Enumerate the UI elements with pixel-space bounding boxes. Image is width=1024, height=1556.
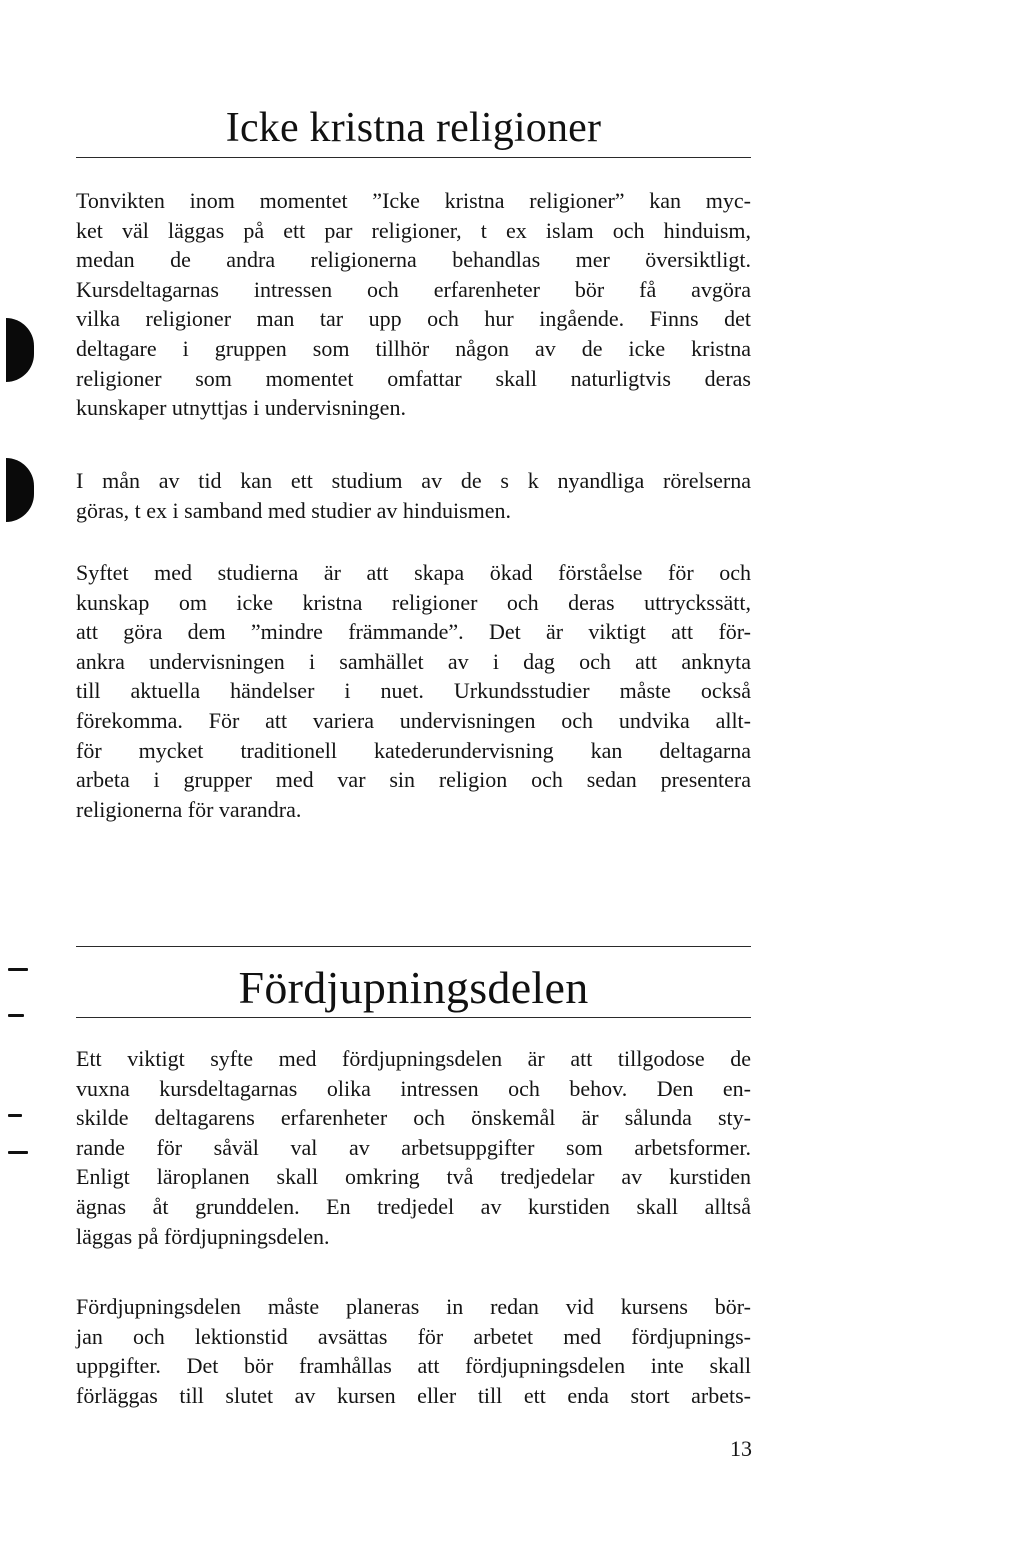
text-line: vilka religioner man tar upp och hur ingående. Finns det [76,306,751,332]
page-number: 13 [730,1436,752,1461]
text-line: jan och lektionstid avsättas för arbetet med fördjupnings- [76,1323,751,1349]
text-line: skilde deltagarens erfarenheter och önskemål är sålunda sty- [76,1105,751,1131]
text-line: förläggas till slutet av kursen eller till ett enda stort arbets- [76,1382,751,1408]
text-line: kunskap om icke kristna religioner och deras uttryckssätt, [76,589,751,615]
text-line: till aktuella händelser i nuet. Urkundsstudier måste också [76,678,751,704]
heading-underline [76,157,751,158]
text-line: deltagare i gruppen som tillhör någon av de icke kristna [76,335,751,361]
body-paragraph [76,1292,751,1410]
text-line: medan de andra religionerna behandlas mer översiktligt. [76,247,751,273]
text-line: religionerna för varandra. [76,796,302,822]
text-line: Ett viktigt syfte med fördjupningsdelen är att tillgodose de [76,1046,751,1071]
section-heading: Fördjupningsdelen [238,962,589,1013]
text-line: Fördjupningsdelen måste planeras in redan vid kursens bör- [76,1294,751,1319]
body-paragraph [76,1044,751,1251]
margin-tick-mark [8,1014,24,1017]
text-line: ket väl läggas på ett par religioner, t ex islam och hinduism, [76,217,751,243]
text-line: religioner som momentet omfattar skall naturligtvis deras [76,365,751,391]
text-line: rande för såväl val av arbetsuppgifter som arbetsformer. [76,1134,751,1160]
text-line: ägnas åt grunddelen. En tredjedel av kurstiden skall alltså [76,1193,751,1219]
text-line: Kursdeltagarnas intressen och erfarenheter bör få avgöra [76,276,751,302]
text-line: kunskaper utnyttjas i undervisningen. [76,395,406,421]
text-line: Enligt läroplanen skall omkring två tredjedelar av kurstiden [76,1164,751,1190]
body-paragraph [76,558,751,824]
text-line: att göra dem ”mindre främmande”. Det är viktigt att för- [76,619,751,645]
margin-tick-mark [8,1114,22,1117]
heading-underline [76,1017,751,1018]
body-paragraph [76,466,751,525]
heading-overline [76,946,751,947]
text-line: vuxna kursdeltagarnas olika intressen och behov. Den en- [76,1075,751,1101]
text-line: läggas på fördjupningsdelen. [76,1223,330,1249]
text-line: förekomma. För att variera undervisningen och undvika allt- [76,707,751,733]
text-line: Tonvikten inom momentet ”Icke kristna religioner” kan myc- [76,188,751,213]
margin-tick-mark [8,1151,28,1154]
punch-hole-mark [6,318,34,382]
section-heading: Icke kristna religioner [225,105,602,151]
text-line: Syftet med studierna är att skapa ökad förståelse för och [76,560,751,585]
text-line: göras, t ex i samband med studier av hinduismen. [76,497,512,523]
text-line: uppgifter. Det bör framhållas att fördjupningsdelen inte skall [76,1353,751,1379]
text-line: I mån av tid kan ett studium av de s k nyandliga rörelserna [76,468,751,493]
body-paragraph [76,186,751,423]
text-line: arbeta i grupper med var sin religion och sedan presentera [76,767,751,793]
text-line: för mycket traditionell katederundervisning kan deltagarna [76,737,751,763]
text-line: ankra undervisningen i samhället av i dag och att anknyta [76,648,751,674]
margin-tick-mark [8,968,28,971]
punch-hole-mark [6,458,34,522]
